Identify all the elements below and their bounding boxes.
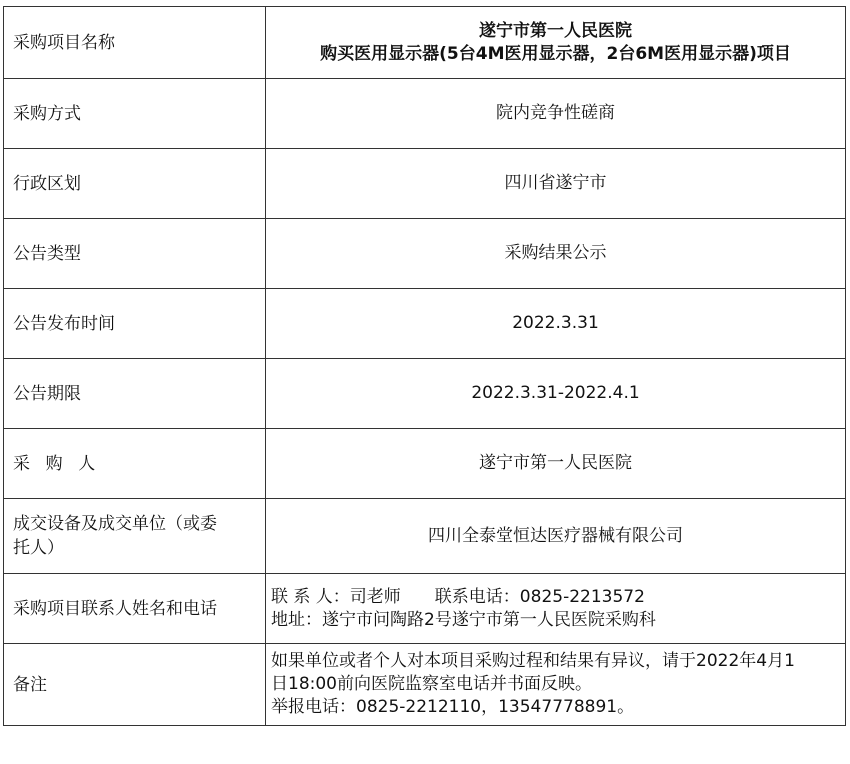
row-value [266,7,846,79]
row-value: 采购结果公示 [266,219,846,289]
table-row [4,149,846,219]
project-name-line-2: 购买医用显示器(5台4M医用显示器，2台6M医用显示器)项目 [320,43,791,64]
row-value: 四川全泰堂恒达医疗器械有限公司 [266,499,846,574]
row-label: 公告期限 [4,359,266,429]
procurement-result-table [3,6,846,726]
address-line: 地址：遂宁市问陶路2号遂宁市第一人民医院采购科 [271,609,656,630]
table-row [4,359,846,429]
row-value: 2022.3.31 [266,289,846,359]
table-row [4,219,846,289]
row-value: 四川省遂宁市 [266,149,846,219]
contact-line: 联 系 人：司老师 联系电话：0825-2213572 [271,586,645,607]
table-row [4,7,846,79]
row-label: 采购项目联系人姓名和电话 [4,574,266,644]
table-row [4,79,846,149]
remark-line-3: 举报电话：0825-2212110，13547778891。 [271,697,635,717]
row-label: 采 购 人 [4,429,266,499]
table-row [4,644,846,726]
table-row [4,499,846,574]
row-label-line-2: 托人） [13,538,64,558]
row-label: 备注 [4,644,266,726]
row-value: 遂宁市第一人民医院 [266,429,846,499]
table-row [4,429,846,499]
row-label [4,499,266,574]
row-value: 院内竞争性磋商 [266,79,846,149]
row-value: 2022.3.31-2022.4.1 [266,359,846,429]
remark-line-2: 日18:00前向医院监察室电话并书面反映。 [271,674,592,694]
row-value [266,574,846,644]
row-label: 采购项目名称 [4,7,266,79]
row-label: 公告类型 [4,219,266,289]
row-label: 采购方式 [4,79,266,149]
table-row [4,289,846,359]
row-value [266,644,846,726]
row-label: 公告发布时间 [4,289,266,359]
row-label: 行政区划 [4,149,266,219]
row-label-line-1: 成交设备及成交单位（或委 [13,514,217,534]
remark-line-1: 如果单位或者个人对本项目采购过程和结果有异议，请于2022年4月1 [271,651,795,671]
project-name-line-1: 遂宁市第一人民医院 [479,20,632,41]
table-row [4,574,846,644]
